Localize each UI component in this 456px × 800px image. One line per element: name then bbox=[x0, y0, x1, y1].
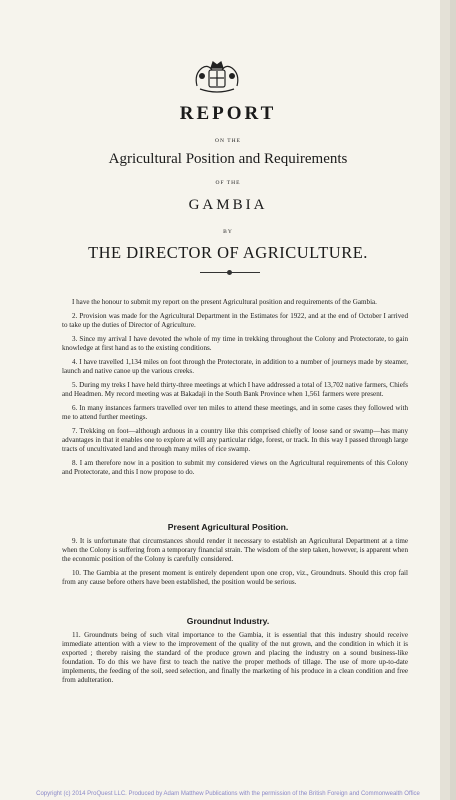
copyright-footer: Copyright (c) 2014 ProQuest LLC. Produced by Adam Matthew Publications with the permission of the British Foreign and Commonwealth Office bbox=[36, 791, 420, 797]
report-author: THE DIRECTOR OF AGRICULTURE. bbox=[88, 243, 368, 262]
section-heading: Present Agricultural Position. bbox=[167, 522, 289, 532]
paragraph: 3. Since my arrival I have devoted the whole of my time in trekking throughout the Colony and Protectorate, to gain knowledge at first hand as to the existing conditions. bbox=[62, 335, 408, 352]
paragraph: 9. It is unfortunate that circumstances should render it necessary to establish an Agricultural Department at a time when the Colony is suffering from a temporary financial strain. The wisdom of the step taken, however, is apparent when the economic position of the Colony is carefully considered. bbox=[62, 537, 408, 563]
on-the-label: ON THE bbox=[215, 138, 241, 144]
report-subject: Agricultural Position and Requirements bbox=[108, 151, 348, 167]
paragraph: 5. During my treks I have held thirty-three meetings at which I have addressed a total of 13,702 native farmers, Chiefs and Headmen. My record meeting was at Bakadaji in the South Bank Province when 1,561 farmers were present. bbox=[62, 381, 408, 398]
section-paragraphs bbox=[62, 631, 408, 690]
paragraph: I have the honour to submit my report on the present Agricultural position and requirements of the Gambia. bbox=[72, 298, 377, 306]
report-title: REPORT bbox=[179, 103, 277, 124]
royal-crest-icon bbox=[192, 56, 242, 96]
paragraph: 11. Groundnuts being of such vital importance to the Gambia, it is essential that this industry should receive immediate attention with a view to the improvement of the quality of the nut grown, and the condition in which it is exported ; thereby raising the standard of the produce grown and placing the industry on a sound business-like foundation. To do this we have first to teach the native the proper methods of tillage. The use of more up-to-date implements, the feeding of the soil, seed selection, and finally the marketing of his produce in a clean condition and free from adulteration. bbox=[62, 631, 408, 684]
ornamental-rule-dot bbox=[227, 270, 232, 275]
section-paragraphs bbox=[62, 537, 408, 592]
country-name: GAMBIA bbox=[188, 197, 268, 213]
paragraph: 8. I am therefore now in a position to submit my considered views on the Agricultural requirements of this Colony and Protectorate, and this I now propose to do. bbox=[62, 459, 408, 476]
paragraph: 2. Provision was made for the Agricultural Department in the Estimates for 1922, and at the end of October I arrived to take up the duties of Director of Agriculture. bbox=[62, 312, 408, 329]
paragraph: 6. In many instances farmers travelled over ten miles to attend these meetings, and in some cases they followed with me to attend further meetings. bbox=[62, 404, 408, 421]
by-label: BY bbox=[223, 229, 233, 235]
paragraph: 10. The Gambia at the present moment is entirely dependent upon one crop, viz., Groundnuts. Should this crop fail from any cause before others have been established, the position would be serious. bbox=[62, 569, 408, 586]
of-the-label: OF THE bbox=[215, 180, 241, 186]
paragraph: 7. Trekking on foot—although arduous in a country like this comprised chiefly of loose sand or swamp—has many advantages in that it enables one to explore at will any particular ridge, forest, or track. In this way I passed through large tracts of uncultivated land and through many miles of rice swamp. bbox=[62, 427, 408, 453]
paragraph: 4. I have travelled 1,134 miles on foot through the Protectorate, in addition to a number of journeys made by steamer, launch and native canoe up the various creeks. bbox=[62, 358, 408, 375]
section-heading: Groundnut Industry. bbox=[186, 616, 270, 626]
intro-paragraphs bbox=[62, 298, 408, 482]
